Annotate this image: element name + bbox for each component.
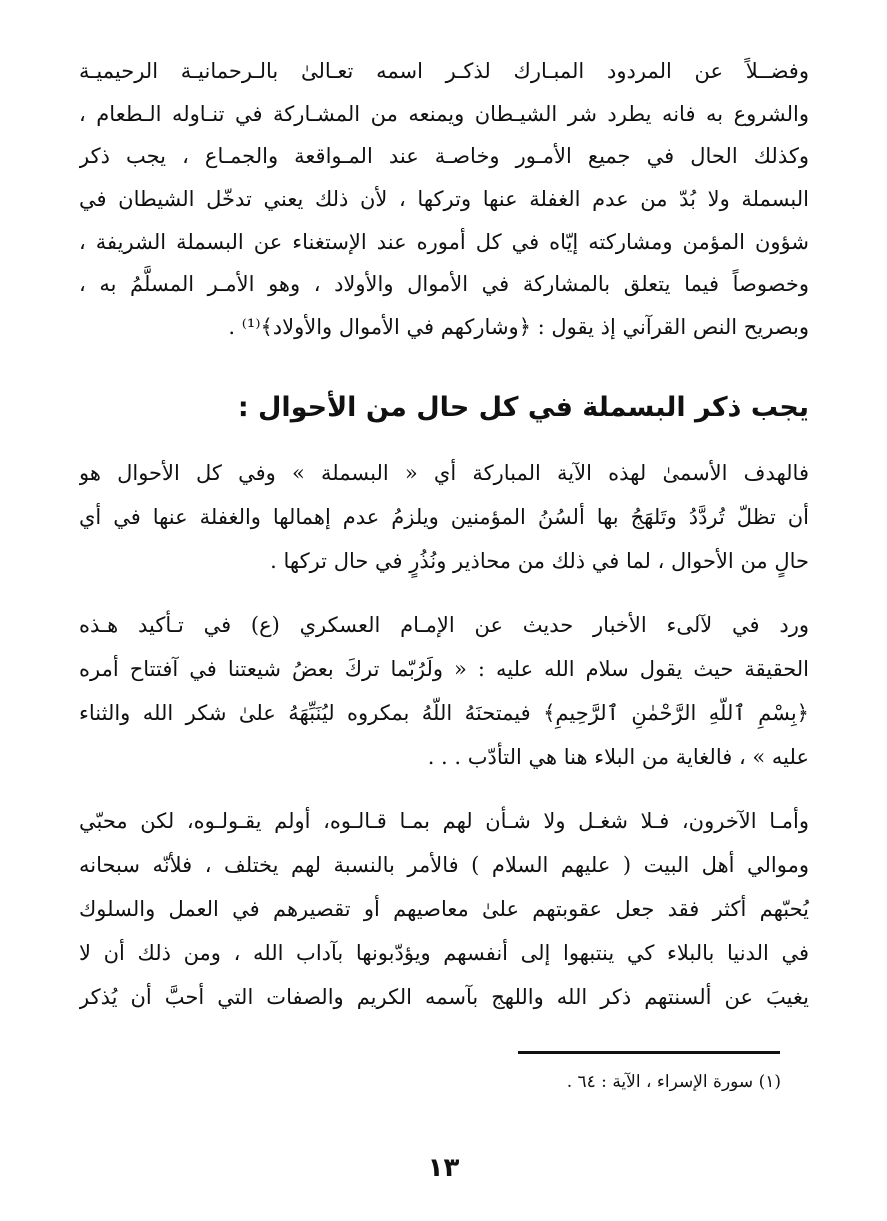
- text-line: ورد في لآلىء الأخبار حديث عن الإمـام العسكري (ع) في تـأكيد هـذه: [79, 613, 809, 637]
- text-line: وكذلك الحال في جميع الأمـور وخاصـة عند المـواقعة والجمـاع ، يجب ذكر: [79, 144, 809, 169]
- text-line: البسملة ولا بُدّ من عدم الغفلة عنها وتركها ، لأن ذلك يعني تدخّل الشيطان في: [79, 187, 809, 212]
- paragraph-3: [79, 603, 809, 779]
- text-line: وفضــلاً عن المردود المبـارك لذكـر اسمه تعـالىٰ بالـرحمانيـة الرحيميـة: [79, 59, 809, 83]
- text-line: في الدنيا بالبلاء كي ينتبهوا إلى أنفسهم ويؤدّبونها بآداب الله ، ومن ذلك أن لا: [79, 941, 809, 965]
- section-heading: يجب ذكر البسملة في كل حال من الأحوال :: [237, 392, 809, 423]
- text-line: والشروع به فانه يطرد شر الشيـطان ويمنعه من المشـاركة في تنـاوله الـطعام ،: [79, 101, 809, 126]
- text-line: يغيبَ عن ألسنتهم ذكر الله واللهج بآسمه الكريم والصفات التي أحبَّ أن يُذكر: [79, 985, 809, 1009]
- paragraph-4: [79, 799, 809, 1019]
- text-line: فالهدف الأسمىٰ لهذه الآية المباركة أي « البسملة » وفي كل الأحوال هو: [79, 461, 809, 485]
- paragraph-2: [79, 451, 809, 583]
- page-number: ١٣: [427, 1153, 460, 1183]
- paragraph-1: [79, 50, 809, 349]
- text-line: حالٍ من الأحوال ، لما في ذلك من محاذير ونُذُرٍ في حال تركها .: [270, 549, 809, 573]
- text-line: الحقيقة حيث يقول سلام الله عليه : « ولَرُبّما تركَ بعضُ شيعتنا في آفتتاح أمره: [79, 657, 809, 681]
- text-line: أن تظلّ تُردَّدُ وتَلهَجُ بها ألسُنُ المؤمنين ويلزمُ عدم إهمالها والغفلة عنها في أي: [79, 505, 809, 529]
- text-line: وبصريح النص القرآني إذ يقول : ﴿وشاركهم في الأموال والأولاد﴾⁽¹⁾ .: [228, 315, 809, 340]
- text-line: يُحبّهم أكثر فقد جعل عقوبتهم علىٰ معاصيهم أو تقصيرهم في العمل والسلوك: [79, 897, 809, 921]
- text-line: ﴿بِسْمِ ٱللّهِ الرَّحْمٰنِ ٱلرَّحِيمِ﴾ فيمتحنَهُ اللّهُ بمكروه ليُنَبِّهَهُ علىٰ شكر الله والثناء: [79, 701, 809, 725]
- text-line: عليه » ، فالغاية من البلاء هنا هي التأدّب . . .: [427, 745, 809, 769]
- text-line: وموالي أهل البيت ( عليهم السلام ) فالأمر بالنسبة لهم يختلف ، فلأنّه سبحانه: [79, 853, 809, 877]
- footnote: (١) سورة الإسراء ، الآية : ٦٤ .: [566, 1072, 781, 1092]
- footnote-divider: [518, 1051, 780, 1054]
- text-line: وأمـا الآخرون، فـلا شغـل ولا شـأن لهم بمـا قـالـوه، أولم يقـولـوه، لكن محبّي: [79, 809, 809, 833]
- text-line: وخصوصاً فيما يتعلق بالمشاركة في الأموال والأولاد ، وهو الأمـر المسلَّمُ به ،: [79, 272, 809, 297]
- text-line: شؤون المؤمن ومشاركته إيّاه في كل أموره عند الإستغناء عن البسملة الشريفة ،: [79, 229, 809, 254]
